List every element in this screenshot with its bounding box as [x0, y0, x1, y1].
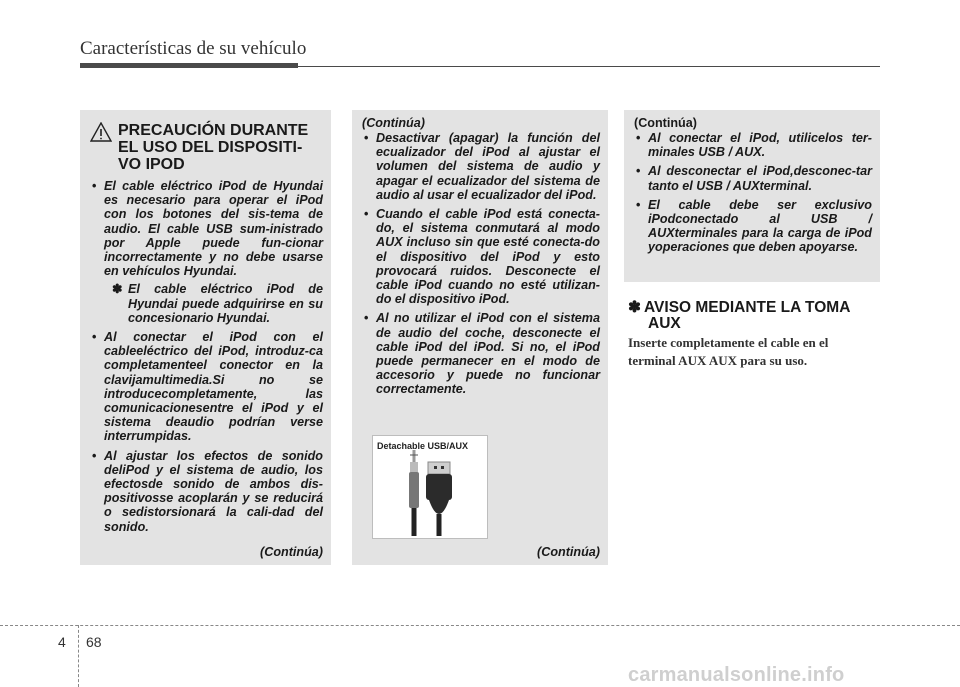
caution-item: • Al ajustar los efectos de sonido deliPod y el sistema de audio, los efectosde sonido de ambos dis-positivosse acoplarán y se reducirá o sedistorsionará la cali-dad del sonido. — [92, 448, 323, 534]
caution-title: PRECAUCIÓN DURANTE EL USO DEL DISPOSITI- VO IPOD — [118, 122, 309, 173]
chapter-number: 4 — [58, 634, 66, 650]
asterisk-icon: ✽ — [112, 282, 123, 297]
aux-notice-body: Inserte completamente el cable en el terminal AUX AUX para su uso. — [628, 335, 829, 368]
column3-item: • Al conectar el iPod, utilicelos ter-minales USB / AUX. — [636, 131, 872, 160]
figure-label: Detachable USB/AUX — [377, 441, 469, 451]
column2-list — [362, 131, 600, 397]
footer-rule — [0, 625, 960, 626]
caution-list-continued — [90, 330, 323, 534]
column2-item: • Al no utilizar el iPod con el sistema de audio del coche, desconecte el cable iPod del iPod. Si no, el iPod puede permanecer en el modo de accesorio y puede no funcionar correctamente. — [364, 311, 600, 397]
column3-list — [634, 131, 872, 255]
continued-top-label: (Continúa) — [362, 116, 425, 130]
caution-list — [90, 179, 323, 278]
column3-item: • Al desconectar el iPod,desconec-tar tanto el USB / AUXterminal. — [636, 164, 872, 193]
header-rule — [298, 66, 880, 67]
caution-item: • Al conectar el iPod con el cableeléctrico del iPod, introduz-ca completamenteel conector en la clavijamultimedia.Si no se introducecompletamente, las comunicacionesentre el iPod y el sistema deaudio podrían verse interrumpidas. — [92, 330, 323, 444]
continued-panel-right — [624, 110, 880, 282]
warning-triangle-icon — [90, 122, 112, 142]
column2-item: • Desactivar (apagar) la función del ecualizador del iPod al ajustar el volumen del sistema de audio y apagar el ecualizador del sistema de audio al usar el ecualizador del iPod. — [364, 131, 600, 202]
caution-panel — [80, 110, 331, 565]
page-header-title: Características de su vehículo — [80, 38, 307, 59]
watermark: carmanualsonline.info — [628, 664, 845, 686]
caution-heading — [90, 122, 323, 173]
continued-label: (Continúa) — [537, 545, 600, 559]
usb-aux-cable-icon — [373, 436, 487, 538]
column3-item: • El cable debe ser exclusivo iPodconectado al USB / AUXterminales para la carga de iPod yoperaciones que deben apoyarse. — [636, 197, 872, 255]
page-number: 68 — [86, 634, 102, 650]
usb-aux-cable-figure — [372, 435, 488, 539]
column2-item: • Cuando el cable iPod está conecta-do, el sistema conmutará al modo AUX incluso sin que esté conecta-do el dispositivo del iPod y esto provocará ruidos. Desconecte el cable iPod cuando no esté utilizan-do el dispositivo iPod. — [364, 207, 600, 307]
caution-item: • El cable eléctrico iPod de Hyundai es necesario para operar el iPod con los botones del sis-tema de audio. El cable USB sum-inistrado por Apple puede fun-cionar incorrectamente y no debe usarse en vehículos Hyundai. — [92, 179, 323, 279]
header-rule-accent — [80, 63, 298, 68]
footer-divider — [78, 625, 79, 687]
caution-subnote: ✽ El cable eléctrico iPod de Hyundai puede adquirirse en su concesionario Hyundai. — [112, 282, 323, 325]
continued-label: (Continúa) — [260, 545, 323, 559]
asterisk-icon: ✽ — [628, 299, 641, 316]
aux-notice-heading: ✽ AVISO MEDIANTE LA TOMA AUX — [628, 299, 851, 332]
continued-top-label: (Continúa) — [634, 116, 697, 130]
